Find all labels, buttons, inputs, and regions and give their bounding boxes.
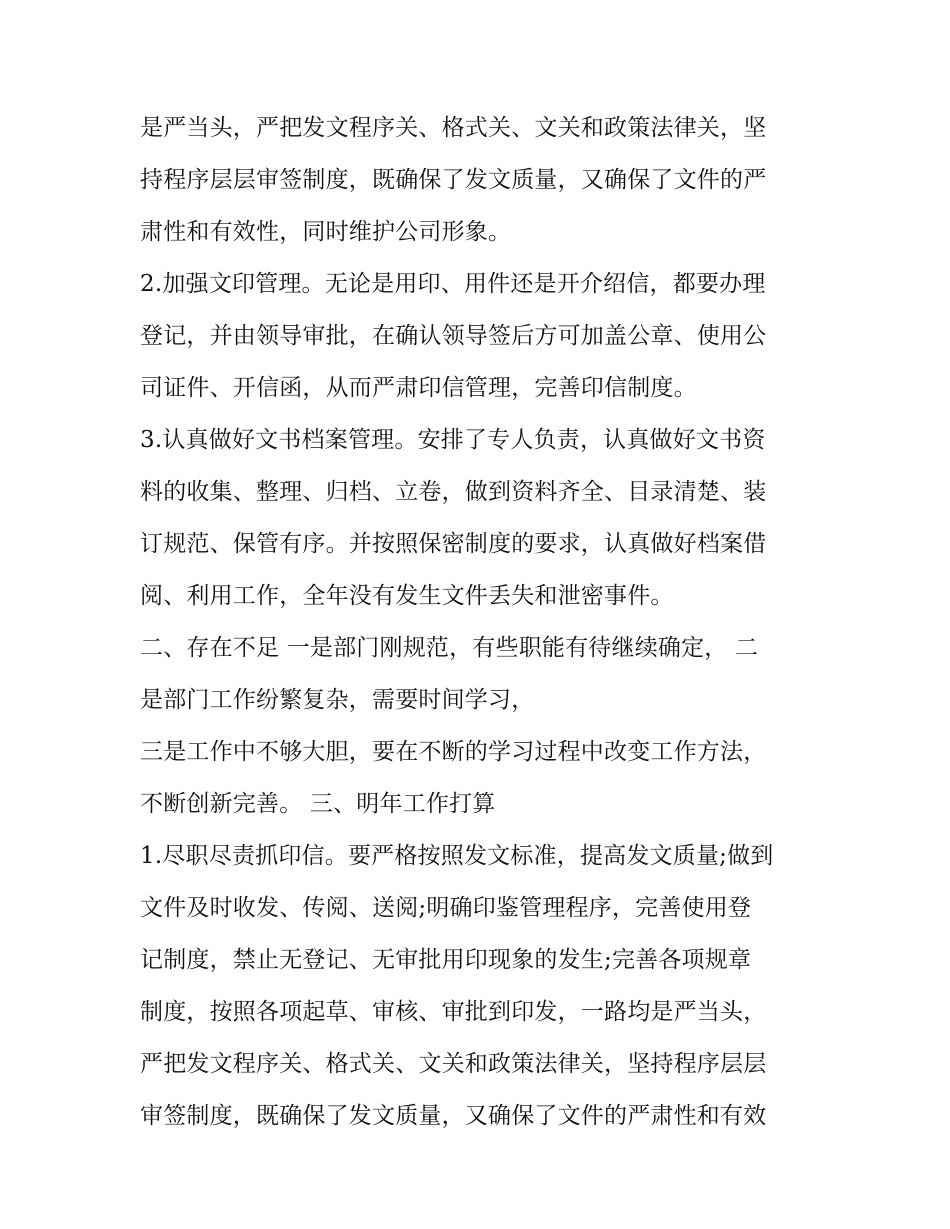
text-line-9: 订规范、保管有序。并按照保密制度的要求，认真做好档案借: [140, 531, 767, 557]
text-line-14: 不断创新完善。 三、明年工作打算: [140, 791, 496, 817]
text-line-17: 记制度，禁止无登记、无审批用印现象的发生;完善各项规章: [140, 947, 752, 973]
text-line-6: 司证件、开信函，从而严肃印信管理，完善印信制度。: [140, 375, 697, 401]
text-line-18: 制度，按照各项起草、审核、审批到印发，一路均是严当头，: [140, 999, 767, 1025]
text-line-8: 料的收集、整理、归档、立卷，做到资料齐全、目录清楚、装: [140, 479, 767, 505]
text-line-3: 肃性和有效性，同时维护公司形象。: [140, 219, 512, 245]
text-line-15: 1.尽职尽责抓印信。要严格按照发文标准，提高发文质量;做到: [140, 843, 774, 869]
text-line-7: 3.认真做好文书档案管理。安排了专人负责，认真做好文书资: [140, 427, 766, 453]
text-line-12: 是部门工作纷繁复杂，需要时间学习，: [140, 687, 535, 713]
text-line-2: 持程序层层审签制度，既确保了发文质量，又确保了文件的严: [140, 167, 767, 193]
text-line-16: 文件及时收发、传阅、送阅;明确印鉴管理程序，完善使用登: [140, 895, 752, 921]
text-line-13: 三是工作中不够大胆，要在不断的学习过程中改变工作方法，: [140, 739, 767, 765]
text-line-19: 严把发文程序关、格式关、文关和政策法律关，坚持程序层层: [140, 1051, 767, 1077]
text-line-20: 审签制度，既确保了发文质量，又确保了文件的严肃性和有效: [140, 1103, 767, 1129]
text-line-11: 二、存在不足 一是部门刚规范，有些职能有待继续确定， 二: [140, 635, 759, 661]
text-line-1: 是严当头，严把发文程序关、格式关、文关和政策法律关，坚: [140, 115, 767, 141]
text-line-10: 阅、利用工作，全年没有发生文件丢失和泄密事件。: [140, 583, 674, 609]
text-line-5: 登记，并由领导审批，在确认领导签后方可加盖公章、使用公: [140, 323, 767, 349]
text-line-4: 2.加强文印管理。无论是用印、用件还是开介绍信，都要办理: [140, 271, 766, 297]
